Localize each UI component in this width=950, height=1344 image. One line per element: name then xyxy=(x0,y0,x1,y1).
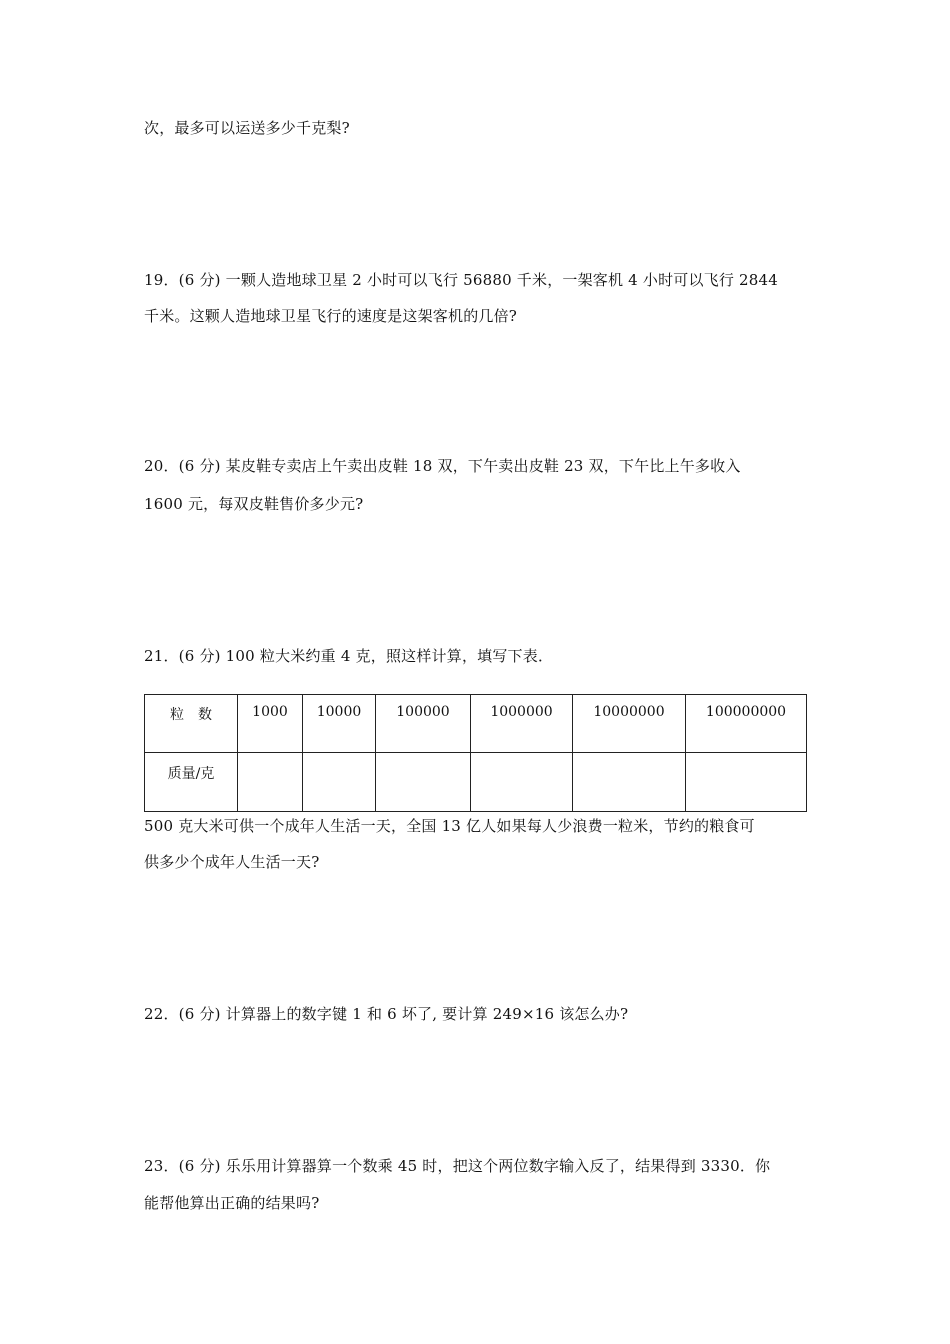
mass-answer-cell[interactable] xyxy=(471,753,573,812)
row-header-mass: 质量/克 xyxy=(145,753,238,812)
q19-line-1: 19．(6 分) 一颗人造地球卫星 2 小时可以飞行 56880 千米，一架客机 4 小时可以飞行 2844 xyxy=(144,271,779,289)
table-row-count xyxy=(145,695,807,753)
q21-line-1: 21．(6 分) 100 粒大米约重 4 克，照这样计算，填写下表． xyxy=(144,647,554,665)
mass-answer-cell[interactable] xyxy=(573,753,686,812)
count-cell: 100000000 xyxy=(686,695,807,753)
q19-line-2: 千米。这颗人造地球卫星飞行的速度是这架客机的几倍? xyxy=(144,307,518,325)
q21-line-2: 500 克大米可供一个成年人生活一天，全国 13 亿人如果每人少浪费一粒米，节约的粮食可 xyxy=(144,817,755,835)
row-header-count: 粒 数 xyxy=(145,695,238,753)
mass-answer-cell[interactable] xyxy=(303,753,376,812)
q18-continuation: 次，最多可以运送多少千克梨? xyxy=(144,119,350,137)
count-cell: 10000000 xyxy=(573,695,686,753)
count-cell: 1000000 xyxy=(471,695,573,753)
q21-line-3: 供多少个成年人生活一天? xyxy=(144,853,320,871)
count-cell: 1000 xyxy=(238,695,303,753)
rice-weight-table xyxy=(144,694,807,812)
count-cell: 100000 xyxy=(376,695,471,753)
q20-line-2: 1600 元，每双皮鞋售价多少元? xyxy=(144,495,364,513)
count-cell: 10000 xyxy=(303,695,376,753)
q23-line-1: 23．(6 分) 乐乐用计算器算一个数乘 45 时，把这个两位数字输入反了，结果得到 3330．你 xyxy=(144,1157,771,1175)
mass-answer-cell[interactable] xyxy=(238,753,303,812)
q22-line-1: 22．(6 分) 计算器上的数字键 1 和 6 坏了, 要计算 249×16 该怎么办? xyxy=(144,1005,629,1023)
q20-line-1: 20．(6 分) 某皮鞋专卖店上午卖出皮鞋 18 双，下午卖出皮鞋 23 双，下午比上午多收入 xyxy=(144,457,741,475)
mass-answer-cell[interactable] xyxy=(686,753,807,812)
q23-line-2: 能帮他算出正确的结果吗? xyxy=(144,1194,320,1212)
mass-answer-cell[interactable] xyxy=(376,753,471,812)
table-row-mass xyxy=(145,753,807,812)
